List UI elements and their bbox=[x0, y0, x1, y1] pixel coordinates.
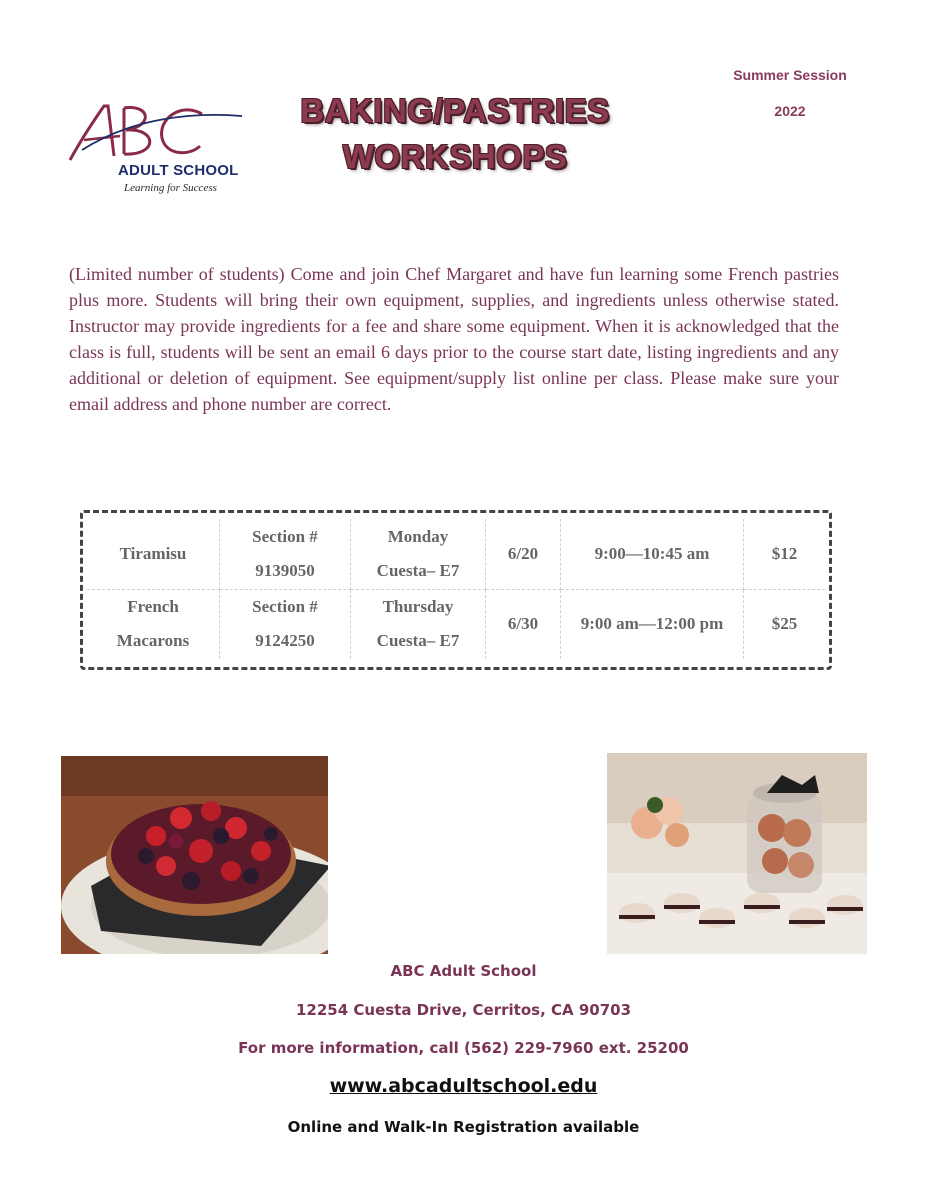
time-cell: 9:00 am—12:00 pm bbox=[561, 589, 744, 659]
footer-address: 12254 Cuesta Drive, Cerritos, CA 90703 bbox=[295, 1001, 632, 1019]
logo-name: ADULT SCHOOL bbox=[118, 162, 239, 179]
logo-mark-icon bbox=[62, 98, 252, 168]
class-day: Monday bbox=[387, 526, 449, 546]
section-cell bbox=[220, 589, 351, 659]
title-line-2: WORKSHOPS bbox=[342, 138, 568, 175]
section-label: Section # bbox=[252, 597, 318, 617]
section-cell bbox=[220, 519, 351, 589]
school-logo bbox=[62, 98, 252, 198]
footer-school: ABC Adult School bbox=[390, 962, 537, 980]
section-number: 9124250 bbox=[255, 631, 315, 651]
table-row bbox=[87, 519, 825, 589]
section-label: Section # bbox=[252, 526, 318, 546]
schedule-table bbox=[87, 519, 825, 659]
date-cell: 6/30 bbox=[486, 589, 561, 659]
day-location-cell bbox=[351, 589, 486, 659]
footer-info: For more information, call (562) 229-7960 ext. 25200 bbox=[238, 1039, 689, 1057]
fee-cell: $25 bbox=[744, 589, 826, 659]
class-location: Cuesta– E7 bbox=[376, 631, 460, 651]
session-label: Summer Session bbox=[733, 67, 847, 83]
class-name: French bbox=[127, 597, 179, 617]
schedule-table-frame bbox=[80, 510, 832, 670]
class-location: Cuesta– E7 bbox=[376, 560, 460, 580]
berry-cake-photo bbox=[61, 756, 328, 954]
session-year: 2022 bbox=[774, 103, 806, 119]
footer-registration: Online and Walk-In Registration available bbox=[287, 1118, 640, 1136]
time-cell: 9:00—10:45 am bbox=[561, 519, 744, 589]
class-name: Tiramisu bbox=[119, 543, 187, 563]
date-cell: 6/20 bbox=[486, 519, 561, 589]
logo-tagline: Learning for Success bbox=[124, 182, 217, 194]
day-location-cell bbox=[351, 519, 486, 589]
class-name-cont: Macarons bbox=[116, 631, 190, 651]
table-row bbox=[87, 589, 825, 659]
title-line-1: BAKING/PASTRIES bbox=[300, 92, 610, 129]
class-name-cell bbox=[87, 519, 220, 589]
macarons-photo bbox=[607, 753, 867, 954]
class-day: Thursday bbox=[382, 597, 454, 617]
fee-cell: $12 bbox=[744, 519, 826, 589]
website-link[interactable]: www.abcadultschool.edu bbox=[329, 1075, 598, 1097]
section-number: 9139050 bbox=[255, 560, 315, 580]
intro-paragraph: (Limited number of students) Come and join Chef Margaret and have fun learning some French pastries plus more. Students will bring their own equipment, supplies, and ingredients unless otherwise stated. Instructor may provide ingredients for a fee and share some equipment. When it is acknowledged that the class is full, students will be sent an email 6 days prior to the course start date, listing ingredients and any additional or deletion of equipment. See equipment/supply list online per class. Please make sure your email address and phone number are correct. bbox=[69, 264, 839, 414]
class-name-cell bbox=[87, 589, 220, 659]
